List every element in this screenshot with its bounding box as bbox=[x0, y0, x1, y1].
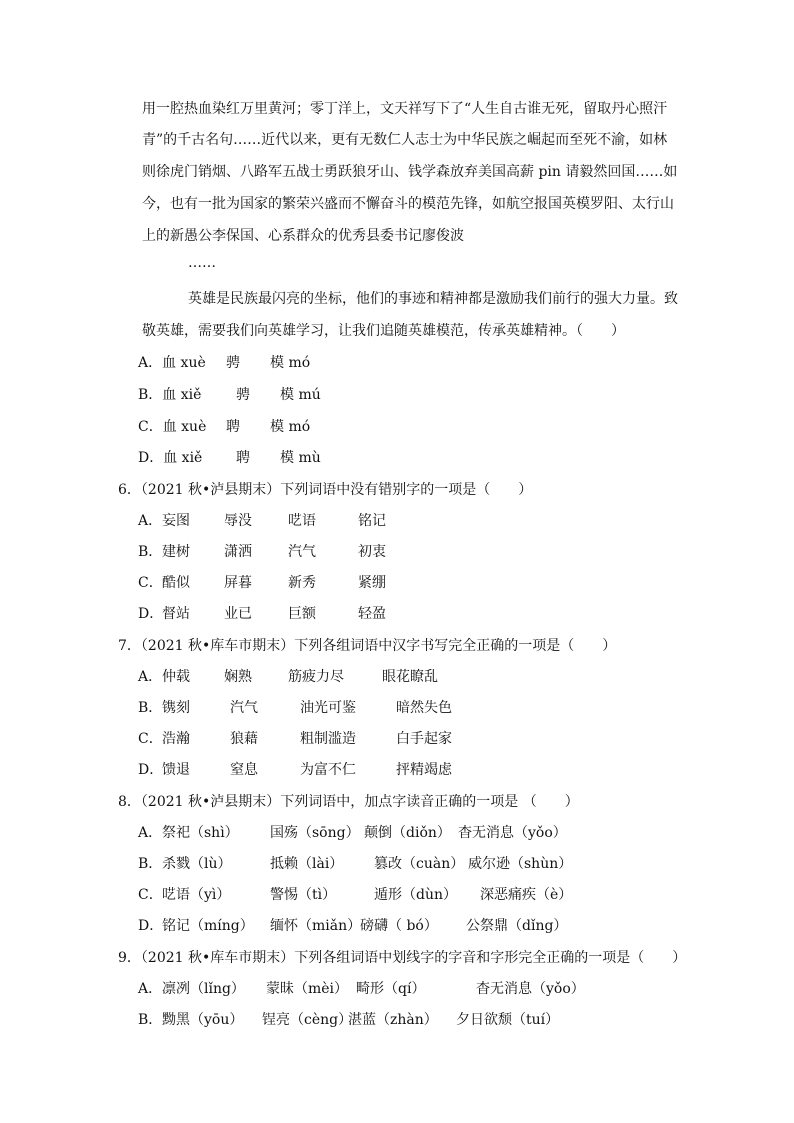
question-stem: 8．（2021 秋•泸县期末）下列词语中，加点字读音正确的一项是 （ ） bbox=[118, 794, 579, 810]
option-b: B．血 xiě 骋 模 mú bbox=[138, 387, 321, 403]
option-d: D．铭记（míng） 缅怀（miǎn）磅礴（ bó） 公祭鼎（dǐng） bbox=[138, 918, 568, 934]
question-stem: 9．（2021 秋•库车市期末）下列各组词语中划线字的字音和字形完全正确的一项是（ ） bbox=[118, 950, 687, 966]
option-a: A．凛冽（lǐng） 蒙昧（mèi） 畸形（qí） 杳无消息（yǒo） bbox=[138, 981, 585, 997]
option-a: A．妄图 辱没 呓语 铭记 bbox=[138, 513, 386, 529]
option-d: D．血 xiě 聘 模 mù bbox=[138, 450, 321, 466]
option-a: A．祭祀（shì） 国殇（sōng） 颠倒（diǒn） 杳无消息（yǒo） bbox=[138, 825, 567, 841]
question-stem: 7．（2021 秋•库车市期末）下列各组词语中汉字书写完全正确的一项是（ ） bbox=[118, 638, 617, 654]
passage-line: 敬英雄，需要我们向英雄学习，让我们追随英雄模范，传承英雄精神。（ ） bbox=[142, 323, 625, 339]
option-b: B．黝黑（yōu） 锃亮（cèng）湛蓝（zhàn） 夕日欲颓（tuí） bbox=[138, 1012, 560, 1028]
passage-line: 今，也有一批为国家的繁荣兴盛而不懈奋斗的模范先锋，如航空报国英模罗阳、太行山 bbox=[142, 196, 674, 212]
passage-line: 青”的千古名句……近代以来，更有无数仁人志士为中华民族之崛起而至死不渝，如林 bbox=[142, 132, 668, 148]
option-d: D．馈退 窒息 为富不仁 抨精竭虑 bbox=[138, 762, 452, 778]
option-a: A．血 xuè 骋 模 mó bbox=[138, 355, 311, 371]
passage-ellipsis: …… bbox=[188, 255, 216, 271]
passage-line: 用一腔热血染红万里黄河；零丁洋上，文天祥写下了“人生自古谁无死，留取丹心照汗 bbox=[142, 101, 668, 117]
option-c: C．酷似 屏暮 新秀 紧绷 bbox=[138, 575, 386, 591]
option-b: B．杀戮（lù） 抵赖（lài） 篡改（cuàn） 威尔逊（shùn） bbox=[138, 856, 573, 872]
option-c: C．浩瀚 狼藉 粗制滥造 白手起家 bbox=[138, 731, 452, 747]
passage-line: 上的新愚公李保国、心系群众的优秀县委书记廖俊波 bbox=[142, 228, 464, 244]
option-b: B．镌刻 汽气 油光可鉴 暗然失色 bbox=[138, 700, 452, 716]
option-a: A．仲载 娴熟 筋疲力尽 眼花瞭乱 bbox=[138, 669, 438, 685]
option-c: C．呓语（yì） 警惕（tì） 遁形（dùn） 深恶痛疾（è） bbox=[138, 887, 573, 903]
passage-line: 则徐虎门销烟、八路军五战士勇跃狼牙山、钱学森放弃美国高薪 pin 请毅然回国……如 bbox=[142, 164, 678, 180]
passage-line: 英雄是民族最闪亮的坐标，他们的事迹和精神都是激励我们前行的强大力量。致 bbox=[188, 291, 678, 307]
option-b: B．建树 潇洒 汽气 初衷 bbox=[138, 544, 386, 560]
question-stem: 6．（2021 秋•泸县期末）下列词语中没有错别字的一项是（ ） bbox=[118, 482, 533, 498]
option-c: C．血 xuè 聘 模 mó bbox=[138, 419, 311, 435]
option-d: D．督站 业已 巨额 轻盈 bbox=[138, 606, 386, 622]
